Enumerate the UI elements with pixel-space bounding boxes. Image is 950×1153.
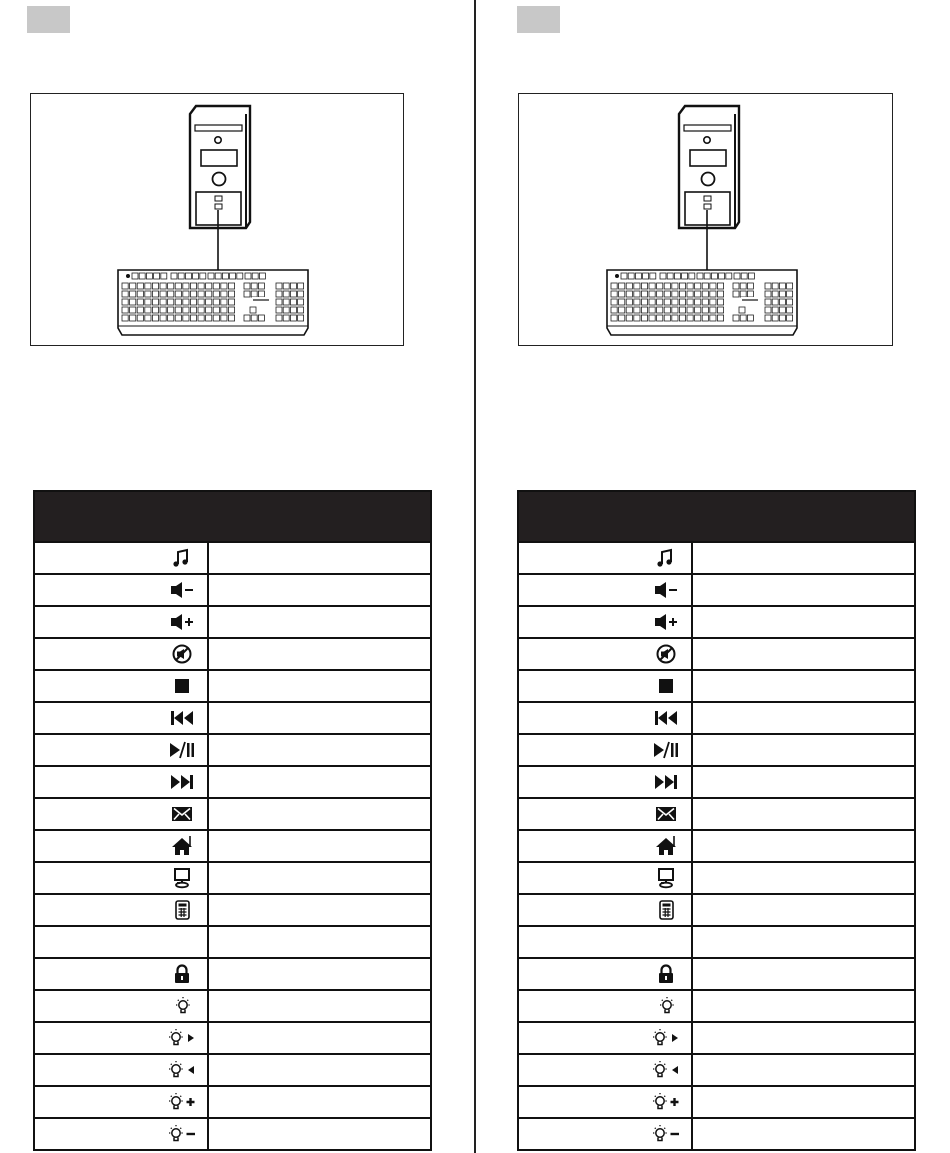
key-icon-cell <box>35 671 209 701</box>
pc-keyboard-connection-icon <box>31 94 405 347</box>
function-description-cell <box>693 959 914 989</box>
function-description-cell <box>209 799 430 829</box>
previous-track-icon <box>653 707 679 729</box>
function-description-cell <box>693 575 914 605</box>
function-description-cell <box>693 671 914 701</box>
table-row <box>35 893 430 925</box>
function-description-cell <box>209 831 430 861</box>
key-icon-cell <box>35 799 209 829</box>
backlight-mode-previous-icon <box>169 1059 195 1081</box>
stop-icon <box>169 675 195 697</box>
function-description-cell <box>209 1087 430 1117</box>
play-pause-icon <box>653 739 679 761</box>
function-description-cell <box>693 703 914 733</box>
table-row <box>35 861 430 893</box>
calculator-icon <box>653 899 679 921</box>
backlight-icon <box>653 995 679 1017</box>
key-icon-cell <box>519 607 693 637</box>
backlight-dimmer-icon <box>169 1123 195 1145</box>
backlight-brighter-icon <box>653 1091 679 1113</box>
key-icon-cell <box>35 863 209 893</box>
table-row <box>519 1117 914 1149</box>
table-row <box>519 829 914 861</box>
table-row <box>35 925 430 957</box>
key-icon-cell <box>35 1023 209 1053</box>
backlight-mode-previous-icon <box>653 1059 679 1081</box>
function-description-cell <box>693 1087 914 1117</box>
pc-keyboard-connection-icon <box>519 94 894 347</box>
table-row <box>519 637 914 669</box>
table-row <box>35 1117 430 1149</box>
function-description-cell <box>693 1023 914 1053</box>
my-computer-icon <box>169 867 195 889</box>
function-description-cell <box>209 543 430 573</box>
key-icon-cell <box>35 991 209 1021</box>
key-icon-cell <box>35 831 209 861</box>
lock-icon <box>653 963 679 985</box>
function-description-cell <box>693 735 914 765</box>
key-icon-cell <box>519 991 693 1021</box>
calculator-icon <box>169 899 195 921</box>
table-row <box>519 605 914 637</box>
home-icon <box>169 835 195 857</box>
key-icon-cell <box>519 1087 693 1117</box>
key-icon-cell <box>35 927 209 957</box>
function-description-cell <box>209 575 430 605</box>
function-description-cell <box>693 1119 914 1149</box>
mute-icon <box>169 643 195 665</box>
function-description-cell <box>693 799 914 829</box>
key-icon-cell <box>519 959 693 989</box>
key-icon-cell <box>35 1055 209 1085</box>
key-icon-cell <box>35 703 209 733</box>
table-row <box>35 669 430 701</box>
connection-illustration-left <box>30 93 404 346</box>
table-row <box>35 989 430 1021</box>
table-header <box>519 492 914 541</box>
key-icon-cell <box>519 1119 693 1149</box>
function-description-cell <box>693 863 914 893</box>
key-icon-cell <box>519 799 693 829</box>
key-icon-cell <box>519 639 693 669</box>
table-row <box>519 925 914 957</box>
table-row <box>35 1021 430 1053</box>
key-icon-cell <box>519 895 693 925</box>
key-icon-cell <box>519 863 693 893</box>
music-note-icon <box>169 547 195 569</box>
function-description-cell <box>209 607 430 637</box>
lock-icon <box>169 963 195 985</box>
table-row <box>35 701 430 733</box>
function-description-cell <box>693 543 914 573</box>
key-icon-cell <box>519 831 693 861</box>
function-description-cell <box>209 1119 430 1149</box>
volume-up-icon <box>653 611 679 633</box>
key-icon-cell <box>35 575 209 605</box>
function-description-cell <box>209 671 430 701</box>
table-row <box>519 701 914 733</box>
table-row <box>519 573 914 605</box>
backlight-dimmer-icon <box>653 1123 679 1145</box>
table-row <box>35 829 430 861</box>
table-row <box>519 541 914 573</box>
play-pause-icon <box>169 739 195 761</box>
mail-icon <box>653 803 679 825</box>
previous-track-icon <box>169 707 195 729</box>
volume-down-icon <box>169 579 195 601</box>
mute-icon <box>653 643 679 665</box>
key-icon-cell <box>519 1023 693 1053</box>
function-description-cell <box>209 735 430 765</box>
home-icon <box>653 835 679 857</box>
function-description-cell <box>209 767 430 797</box>
connection-illustration-right <box>518 93 893 346</box>
table-row <box>519 957 914 989</box>
key-icon-cell <box>519 671 693 701</box>
table-row <box>35 797 430 829</box>
backlight-brighter-icon <box>169 1091 195 1113</box>
function-description-cell <box>693 895 914 925</box>
table-row <box>35 573 430 605</box>
backlight-mode-next-icon <box>169 1027 195 1049</box>
next-track-icon <box>169 771 195 793</box>
key-icon-cell <box>35 607 209 637</box>
table-row <box>35 541 430 573</box>
backlight-icon <box>169 995 195 1017</box>
volume-up-icon <box>169 611 195 633</box>
key-icon-cell <box>35 735 209 765</box>
volume-down-icon <box>653 579 679 601</box>
table-row <box>35 733 430 765</box>
function-key-table-left <box>33 490 432 1151</box>
function-description-cell <box>209 703 430 733</box>
table-row <box>519 765 914 797</box>
table-row <box>519 1085 914 1117</box>
function-description-cell <box>693 927 914 957</box>
table-row <box>35 765 430 797</box>
function-description-cell <box>209 959 430 989</box>
section-tag-left <box>27 6 70 33</box>
backlight-mode-next-icon <box>653 1027 679 1049</box>
table-row <box>519 893 914 925</box>
function-description-cell <box>209 895 430 925</box>
mail-icon <box>169 803 195 825</box>
key-icon-cell <box>519 927 693 957</box>
key-icon-cell <box>35 1119 209 1149</box>
page-divider <box>474 0 476 1153</box>
table-row <box>519 733 914 765</box>
table-row <box>519 669 914 701</box>
function-description-cell <box>693 991 914 1021</box>
key-icon-cell <box>519 767 693 797</box>
table-row <box>35 1085 430 1117</box>
key-icon-cell <box>35 1087 209 1117</box>
function-description-cell <box>693 831 914 861</box>
key-icon-cell <box>35 639 209 669</box>
table-header <box>35 492 430 541</box>
table-row <box>35 637 430 669</box>
function-description-cell <box>209 1055 430 1085</box>
table-row <box>35 1053 430 1085</box>
function-description-cell <box>693 1055 914 1085</box>
table-row <box>519 989 914 1021</box>
table-row <box>519 861 914 893</box>
table-row <box>519 1021 914 1053</box>
section-tag-right <box>517 6 560 33</box>
key-icon-cell <box>519 575 693 605</box>
table-row <box>35 957 430 989</box>
key-icon-cell <box>519 543 693 573</box>
table-row <box>519 1053 914 1085</box>
my-computer-icon <box>653 867 679 889</box>
function-key-table-right <box>517 490 916 1151</box>
table-row <box>519 797 914 829</box>
music-note-icon <box>653 547 679 569</box>
function-description-cell <box>693 607 914 637</box>
next-track-icon <box>653 771 679 793</box>
function-description-cell <box>209 639 430 669</box>
function-description-cell <box>209 1023 430 1053</box>
function-description-cell <box>693 639 914 669</box>
key-icon-cell <box>519 703 693 733</box>
key-icon-cell <box>35 767 209 797</box>
stop-icon <box>653 675 679 697</box>
key-icon-cell <box>519 1055 693 1085</box>
key-icon-cell <box>519 735 693 765</box>
key-icon-cell <box>35 543 209 573</box>
function-description-cell <box>693 767 914 797</box>
function-description-cell <box>209 927 430 957</box>
table-row <box>35 605 430 637</box>
function-description-cell <box>209 991 430 1021</box>
function-description-cell <box>209 863 430 893</box>
key-icon-cell <box>35 895 209 925</box>
key-icon-cell <box>35 959 209 989</box>
